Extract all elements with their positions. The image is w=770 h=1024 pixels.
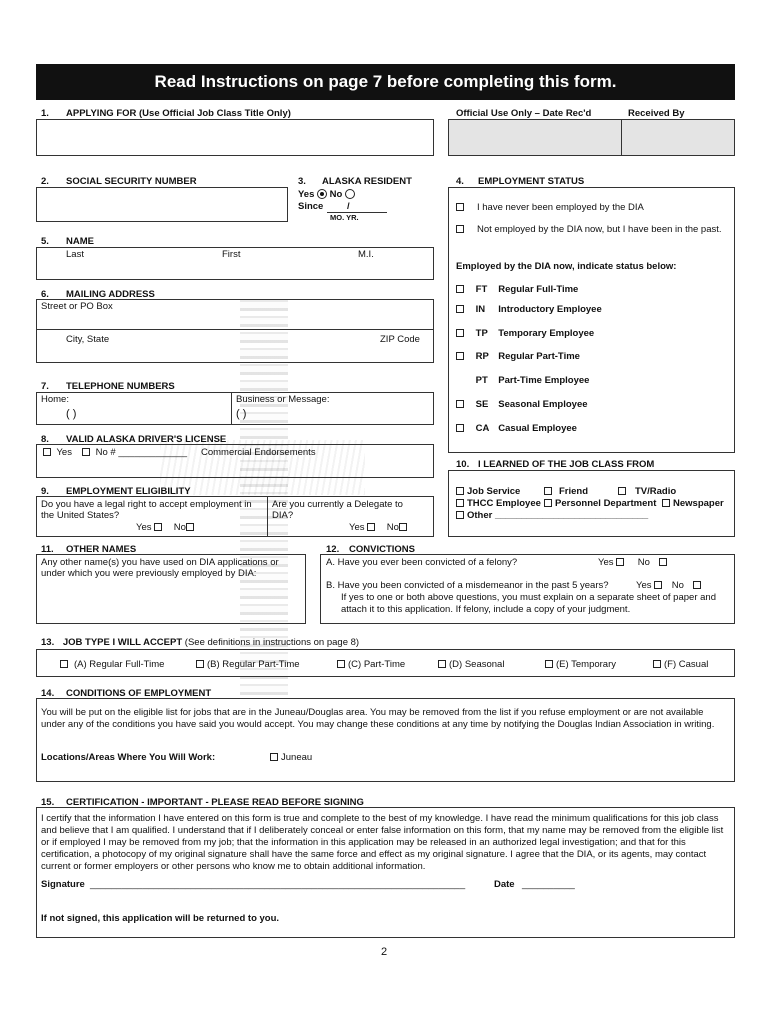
source-label: THCC Employee (467, 498, 541, 509)
job-type-option[interactable] (60, 659, 164, 670)
s8-num: 8. (41, 434, 49, 445)
s4-num: 4. (456, 176, 464, 187)
status-code: IN (475, 304, 486, 315)
status-item-pt[interactable] (456, 375, 589, 386)
status-item-se[interactable] (456, 399, 588, 410)
city-state-label: City, State (66, 334, 110, 345)
source-thcc-option[interactable] (456, 498, 541, 509)
felony-answers (598, 557, 670, 568)
status-code: FT (475, 284, 488, 295)
source-label: Job Service (467, 486, 521, 497)
q2-no-checkbox[interactable] (399, 523, 407, 531)
status-checkbox[interactable] (456, 352, 464, 360)
job-type-checkbox[interactable] (653, 660, 661, 668)
address-divider (36, 329, 434, 330)
job-type-checkbox[interactable] (545, 660, 553, 668)
source-other-option[interactable] (456, 510, 648, 521)
s13-num: 13. (41, 637, 55, 648)
status-text: Seasonal Employee (498, 399, 588, 410)
banner-text: Read Instructions on page 7 before completing this form. (154, 72, 617, 91)
license-yes-option[interactable] (43, 447, 72, 458)
job-type-checkbox[interactable] (196, 660, 204, 668)
since-label: Since (298, 201, 324, 212)
job-type-option[interactable] (438, 659, 504, 670)
job-type-label: (E) Temporary (556, 659, 617, 670)
status-code: SE (475, 399, 489, 410)
status-checkbox[interactable] (456, 400, 464, 408)
source-checkbox[interactable] (662, 499, 670, 507)
status-text: Introductory Employee (498, 304, 602, 315)
felony-no-label: No (637, 557, 650, 568)
felony-yes-label: Yes (598, 557, 614, 568)
status-text: Part-Time Employee (498, 375, 590, 386)
status-code: CA (475, 423, 490, 434)
eligibility-divider (267, 496, 268, 537)
business-phone-label: Business or Message: (236, 394, 330, 405)
name-last-label: Last (66, 249, 84, 260)
source-friend-option[interactable] (544, 486, 588, 497)
status-code: RP (475, 351, 489, 362)
status-never-checkbox[interactable] (456, 203, 464, 211)
status-item-ft[interactable] (456, 284, 578, 295)
s13-label: JOB TYPE I WILL ACCEPT (62, 637, 183, 648)
misdemeanor-yes-checkbox[interactable] (654, 581, 662, 589)
job-type-label: (C) Part-Time (348, 659, 406, 670)
status-not-now-label: Not employed by the DIA now, but I have been in the past. (477, 224, 722, 235)
home-phone-field[interactable]: ( ) (66, 408, 77, 420)
job-type-checkbox[interactable] (337, 660, 345, 668)
status-never-option[interactable] (456, 202, 467, 213)
status-item-rp[interactable] (456, 351, 580, 362)
q2-yes-label: Yes (349, 522, 365, 533)
s6-num: 6. (41, 289, 49, 300)
misdemeanor-no-checkbox[interactable] (693, 581, 701, 589)
source-checkbox[interactable] (456, 499, 464, 507)
official-date-field (448, 119, 622, 156)
source-checkbox[interactable] (618, 487, 626, 495)
status-checkbox[interactable] (456, 329, 464, 337)
s4-label: EMPLOYMENT STATUS (478, 176, 585, 187)
conditions-text: You will be put on the eligible list for jobs that are in the Juneau/Douglas area. You may be removed from the list if you refuse employment or are not available under any of the conditions you have said you would accept. You may change these conditions at any time by notifying the Douglas Indian Association in writing. (41, 707, 715, 730)
s5-label: NAME (66, 236, 94, 247)
unsigned-warning: If not signed, this application will be returned to you. (41, 913, 280, 924)
official-use-label: Official Use Only – Date Rec'd (456, 108, 592, 119)
resident-yes-radio[interactable] (317, 189, 327, 199)
status-code: PT (475, 375, 488, 386)
license-yes-label: Yes (56, 447, 72, 458)
s5-num: 5. (41, 236, 49, 247)
status-item-tp[interactable] (456, 328, 594, 339)
license-no-label: No # (95, 447, 116, 458)
felony-yes-checkbox[interactable] (616, 558, 624, 566)
zip-label: ZIP Code (380, 334, 420, 345)
source-label: Personnel Department (555, 498, 657, 509)
eligibility-q2: Are you currently a Delegate to DIA? (272, 499, 403, 521)
received-by-field (621, 119, 735, 156)
source-checkbox[interactable] (456, 511, 464, 519)
date-label: Date (494, 879, 515, 890)
s2-label: SOCIAL SECURITY NUMBER (66, 176, 197, 187)
s11-num: 11. (41, 544, 54, 555)
status-code: TP (475, 328, 488, 339)
s14-num: 14. (41, 688, 55, 699)
license-no-option[interactable] (82, 447, 187, 458)
s14-label: CONDITIONS OF EMPLOYMENT (66, 688, 212, 699)
s15-num: 15. (41, 797, 55, 808)
q1-yes-label: Yes (136, 522, 152, 533)
s9-label: EMPLOYMENT ELIGIBILITY (66, 486, 191, 497)
status-text: Regular Part-Time (498, 351, 580, 362)
page-number: 2 (381, 946, 388, 958)
resident-yes-label: Yes (298, 189, 315, 200)
source-label: TV/Radio (635, 486, 677, 497)
signature-field[interactable]: _______________________________________________________________________ (90, 879, 466, 890)
misdemeanor-question: B. Have you been convicted of a misdemeanor in the past 5 years? (326, 580, 609, 591)
s7-num: 7. (41, 381, 49, 392)
locations-label: Locations/Areas Where You Will Work: (41, 752, 216, 763)
location-juneau-option[interactable] (270, 752, 312, 763)
home-phone-label: Home: (41, 394, 69, 405)
status-text: Regular Full-Time (498, 284, 579, 295)
status-never-label: I have never been employed by the DIA (477, 202, 644, 213)
job-type-label: (A) Regular Full-Time (74, 659, 165, 670)
license-yes-checkbox[interactable] (43, 448, 51, 456)
source-label: Friend (559, 486, 589, 497)
s12-label: CONVICTIONS (349, 544, 415, 555)
s15-label: CERTIFICATION - IMPORTANT - PLEASE READ BEFORE SIGNING (66, 797, 364, 808)
date-field[interactable]: __________ (522, 879, 575, 890)
job-type-option[interactable] (337, 659, 405, 670)
s13-header (41, 637, 359, 648)
status-text: Temporary Employee (498, 328, 595, 339)
s12-num: 12. (326, 544, 340, 555)
eligibility-q1: Do you have a legal right to accept employment in the United States? (41, 499, 252, 521)
telephone-box (36, 392, 434, 425)
source-checkbox[interactable] (456, 487, 464, 495)
s1-num: 1. (41, 108, 49, 119)
s10-label: I LEARNED OF THE JOB CLASS FROM (478, 459, 655, 470)
source-job-service-option[interactable] (456, 486, 520, 497)
mo-yr-label: MO. YR. (330, 213, 359, 222)
signature-label: Signature (41, 879, 85, 890)
s6-label: MAILING ADDRESS (66, 289, 155, 300)
q1-yes-checkbox[interactable] (154, 523, 162, 531)
resident-no-label: No (329, 189, 343, 200)
applying-for-field[interactable] (36, 119, 434, 156)
job-type-option[interactable] (653, 659, 708, 670)
business-phone-field[interactable]: ( ) (236, 408, 247, 420)
status-item-ca[interactable] (456, 423, 577, 434)
q1-no-label: No (173, 522, 186, 533)
eligibility-q2-answers (349, 522, 410, 533)
source-personnel-option[interactable] (544, 498, 656, 509)
eligibility-q1-answers (136, 522, 197, 533)
name-first-label: First (222, 249, 241, 260)
street-label: Street or PO Box (41, 301, 113, 312)
job-type-label: (B) Regular Part-Time (207, 659, 300, 670)
q2-yes-checkbox[interactable] (367, 523, 375, 531)
source-checkbox[interactable] (544, 487, 552, 495)
status-text: Casual Employee (498, 423, 577, 434)
s11-label: OTHER NAMES (66, 544, 137, 555)
s7-label: TELEPHONE NUMBERS (66, 381, 175, 392)
job-type-option[interactable] (196, 659, 300, 670)
name-mi-label: M.I. (358, 249, 374, 260)
telephone-divider (231, 392, 232, 425)
misdemeanor-no-label: No (671, 580, 684, 591)
status-not-now-checkbox-wrap[interactable] (456, 224, 467, 235)
license-no-checkbox[interactable] (82, 448, 90, 456)
s10-num: 10. (456, 459, 470, 470)
location-juneau-checkbox[interactable] (270, 753, 278, 761)
license-number-field[interactable]: _____________ (118, 447, 188, 458)
s9-num: 9. (41, 486, 49, 497)
status-checkbox[interactable] (456, 424, 464, 432)
conviction-note: If yes to one or both above questions, you must explain on a separate sheet of paper and attach it to this application. If felony, include a copy of your judgment. (341, 592, 716, 615)
location-juneau-label: Juneau (281, 752, 313, 763)
source-checkbox[interactable] (544, 499, 552, 507)
job-type-option[interactable] (545, 659, 616, 670)
status-checkbox[interactable] (456, 285, 464, 293)
ssn-field[interactable] (36, 187, 288, 222)
q1-no-checkbox[interactable] (186, 523, 194, 531)
employed-now-label: Employed by the DIA now, indicate status below: (456, 261, 677, 272)
job-type-label: (D) Seasonal (449, 659, 505, 670)
s8-label: VALID ALASKA DRIVER'S LICENSE (66, 434, 227, 445)
job-type-checkbox[interactable] (60, 660, 68, 668)
status-item-in[interactable] (456, 304, 602, 315)
source-newspaper-option[interactable] (662, 498, 724, 509)
misdemeanor-answers (636, 580, 704, 591)
instruction-banner (36, 64, 735, 100)
source-label: Newspaper (673, 498, 724, 509)
source-tv-option[interactable] (618, 486, 676, 497)
certification-text: I certify that the information I have entered on this form is true and complete to the best of my knowledge. I have read the minimum qualifications for this job class and believe that I am qualified. I understand that if I deliberately conceal or enter false information on this form, that my name may be removed from the eligible list or if employed I may be removed from my job; that the information in this application may be released in an authorized legal investigation; and that for this certification, a photocopy of my original signature shall have the same force and effect as my original signature. I agree that the DIA, or its agents, may contact current or former employers or other persons who know me to obtain additional information. (41, 813, 724, 872)
resident-no-radio[interactable] (345, 189, 355, 199)
s3-label: ALASKA RESIDENT (322, 176, 412, 187)
q2-no-label: No (386, 522, 399, 533)
source-label: Other (467, 510, 493, 521)
s2-num: 2. (41, 176, 49, 187)
commercial-endorsements-label: Commercial Endorsements (201, 447, 316, 458)
s1-label: APPLYING FOR (Use Official Job Class Title Only) (66, 108, 291, 119)
s3-num: 3. (298, 176, 306, 187)
status-checkbox[interactable] (456, 305, 464, 313)
misdemeanor-yes-label: Yes (636, 580, 652, 591)
felony-question: A. Have you ever been convicted of a felony? (326, 557, 518, 568)
resident-yes-option[interactable] (298, 189, 355, 200)
received-by-label: Received By (628, 108, 685, 119)
other-names-text: Any other name(s) you have used on DIA applications or under which you were previously employed by DIA: (41, 557, 279, 579)
felony-no-checkbox[interactable] (659, 558, 667, 566)
job-type-label: (F) Casual (664, 659, 709, 670)
job-type-checkbox[interactable] (438, 660, 446, 668)
s13-sub: (See definitions in instructions on page 8) (184, 637, 360, 648)
status-not-now-checkbox[interactable] (456, 225, 464, 233)
since-slash: / (347, 201, 350, 212)
source-other-field[interactable]: _____________________________ (494, 510, 649, 521)
